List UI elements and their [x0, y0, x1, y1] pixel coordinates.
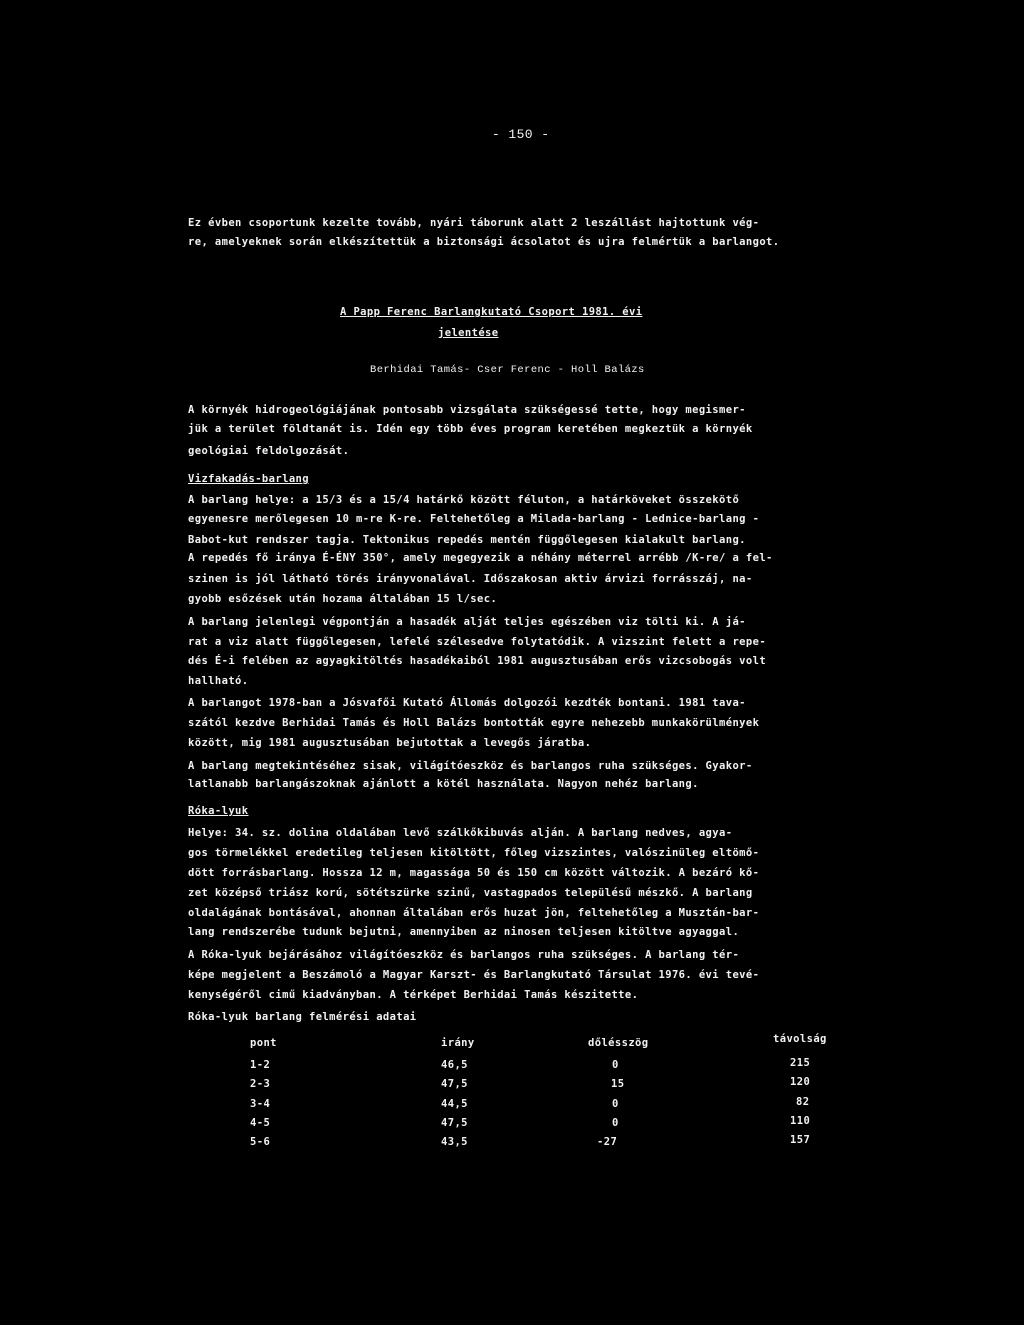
- table-cell-doleszog: 0: [612, 1059, 619, 1071]
- heading-roka-lyuk: Róka-lyuk: [188, 805, 249, 817]
- page-number: - 150 -: [492, 127, 550, 142]
- table-cell-tavolsag: 120: [790, 1076, 811, 1088]
- table-cell-pont: 5-6: [250, 1136, 271, 1148]
- para-6-line-4: zet középső triász korú, sötétszürke szinű, vastagpados településű mészkő. A barlang: [188, 887, 753, 899]
- para-5-line-2: latlanabb barlangászoknak ajánlott a kötél használata. Nagyon nehéz barlang.: [188, 778, 699, 790]
- table-cell-doleszog: 0: [612, 1098, 619, 1110]
- para-3-line-4: hallható.: [188, 675, 249, 687]
- table-cell-doleszog: 15: [611, 1078, 625, 1090]
- para-4-line-3: között, mig 1981 augusztusában bejutottak a levegős járatba.: [188, 737, 592, 749]
- table-cell-pont: 1-2: [250, 1059, 271, 1071]
- table-header-pont: pont: [250, 1037, 277, 1049]
- table-cell-pont: 4-5: [250, 1117, 271, 1129]
- table-cell-irany: 43,5: [441, 1136, 468, 1148]
- table-cell-pont: 3-4: [250, 1098, 271, 1110]
- table-header-irany: irány: [441, 1037, 475, 1049]
- report-title-line-1: A Papp Ferenc Barlangkutató Csoport 1981. évi: [340, 306, 643, 318]
- para-6-line-6: lang rendszerébe tudunk bejutni, amennyiben az ninosen teljesen kitöltve agyaggal.: [188, 926, 740, 938]
- authors: Berhidai Tamás- Cser Ferenc - Holl Balázs: [370, 364, 645, 376]
- table-cell-tavolsag: 215: [790, 1057, 811, 1069]
- para-2-line-5: szinen is jól látható törés irányvonalával. Időszakosan aktiv árvizi forrásszáj, na-: [188, 573, 753, 585]
- para-6-line-5: oldalágának bontásával, ahonnan általában erős huzat jön, feltehetőleg a Musztán-bar-: [188, 907, 760, 919]
- table-cell-irany: 46,5: [441, 1059, 468, 1071]
- table-cell-tavolsag: 110: [790, 1115, 811, 1127]
- para-1-line-3: geológiai feldolgozását.: [188, 445, 350, 457]
- para-4-line-2: szától kezdve Berhidai Tamás és Holl Balázs bontották egyre nehezebb munkakörülmények: [188, 717, 760, 729]
- para-7-line-1: A Róka-lyuk bejárásához világítóeszköz és barlangos ruha szükséges. A barlang tér-: [188, 949, 740, 961]
- para-6-line-2: gos törmelékkel eredetileg teljesen kitöltött, főleg vizszintes, valószinüleg eltömő-: [188, 847, 760, 859]
- para-6-line-3: dött forrásbarlang. Hossza 12 m, magassága 50 és 150 cm között változik. A bezáró kő-: [188, 867, 760, 879]
- table-title: Róka-lyuk barlang felmérési adatai: [188, 1011, 417, 1023]
- table-cell-irany: 44,5: [441, 1098, 468, 1110]
- para-3-line-1: A barlang jelenlegi végpontján a hasadék alját teljes egészében viz tölti ki. A já-: [188, 616, 746, 628]
- para-1-line-2: jük a terület földtanát is. Idén egy több éves program keretében megkeztük a környék: [188, 423, 753, 435]
- report-title-line-2: jelentése: [438, 327, 499, 339]
- table-cell-tavolsag: 157: [790, 1134, 811, 1146]
- para-7-line-3: kenységéről cimű kiadványban. A térképet Berhidai Tamás készitette.: [188, 989, 639, 1001]
- para-2-line-2: egyenesre merőlegesen 10 m-re K-re. Feltehetőleg a Milada-barlang - Lednice-barlang -: [188, 513, 760, 525]
- table-cell-tavolsag: 82: [796, 1096, 810, 1108]
- para-3-line-3: dés É-i felében az agyagkitöltés hasadékaiból 1981 augusztusában erős vizcsobogás volt: [188, 655, 767, 667]
- table-header-tavolsag: távolság: [773, 1033, 827, 1045]
- para-5-line-1: A barlang megtekintéséhez sisak, világítóeszköz és barlangos ruha szükséges. Gyakor-: [188, 760, 753, 772]
- heading-vizfakadas-barlang: Vizfakadás-barlang: [188, 473, 309, 485]
- table-header-doleszog: dőlésszög: [588, 1037, 649, 1049]
- table-cell-doleszog: 0: [612, 1117, 619, 1129]
- para-4-line-1: A barlangot 1978-ban a Jósvafői Kutató Állomás dolgozói kezdték bontani. 1981 tava-: [188, 697, 746, 709]
- intro-line-1: Ez évben csoportunk kezelte tovább, nyári táborunk alatt 2 leszállást hajtottunk vég-: [188, 217, 760, 229]
- intro-line-2: re, amelyeknek során elkészítettük a biztonsági ácsolatot és ujra felmértük a barlangot.: [188, 236, 780, 248]
- para-1-line-1: A környék hidrogeológiájának pontosabb vizsgálata szükségessé tette, hogy megismer-: [188, 404, 746, 416]
- para-6-line-1: Helye: 34. sz. dolina oldalában levő szálkőkibuvás alján. A barlang nedves, agya-: [188, 827, 733, 839]
- table-cell-irany: 47,5: [441, 1117, 468, 1129]
- para-2-line-1: A barlang helye: a 15/3 és a 15/4 határkő között féluton, a határköveket összekötő: [188, 494, 740, 506]
- para-2-line-6: gyobb esőzések után hozama általában 15 l/sec.: [188, 593, 498, 605]
- table-cell-irany: 47,5: [441, 1078, 468, 1090]
- para-3-line-2: rat a viz alatt függőlegesen, lefelé szélesedve folytatódik. A vizszint felett a repe-: [188, 636, 767, 648]
- para-7-line-2: képe megjelent a Beszámoló a Magyar Karszt- és Barlangkutató Társulat 1976. évi tevé-: [188, 969, 760, 981]
- para-2-line-3: Babot-kut rendszer tagja. Tektonikus repedés mentén függőlegesen kialakult barlang.: [188, 534, 746, 546]
- table-cell-pont: 2-3: [250, 1078, 271, 1090]
- para-2-line-4: A repedés fő iránya É-ÉNY 350°, amely megegyezik a néhány méterrel arrébb /K-re/ a fel-: [188, 552, 773, 564]
- table-cell-doleszog: -27: [597, 1136, 618, 1148]
